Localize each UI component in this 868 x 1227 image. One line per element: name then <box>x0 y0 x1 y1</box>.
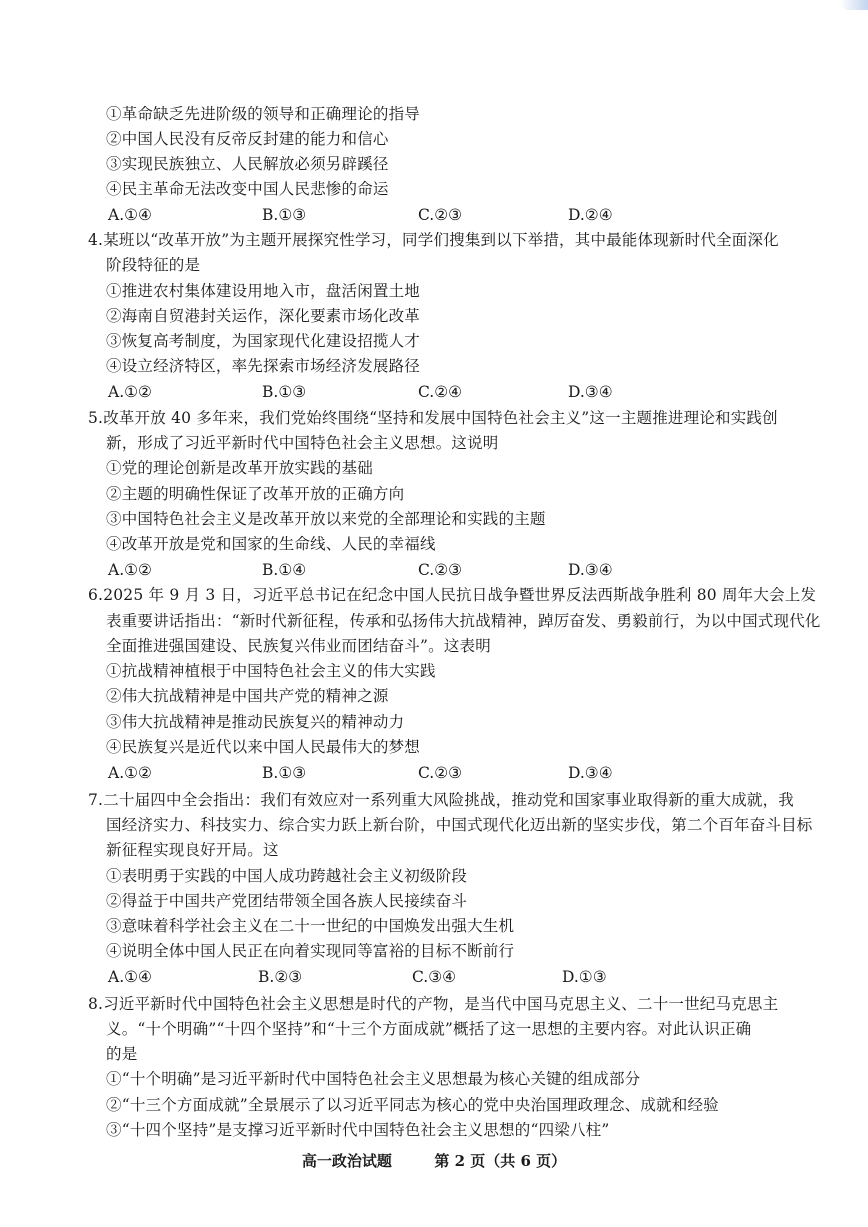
q8-stem-line-2: 义。“十个明确”“十四个坚持”和“十三个方面成就”概括了这一思想的主要内容。对此认识正确 <box>106 1020 752 1038</box>
q6-stem-line-1: 6.2025 年 9 月 3 日，习近平总书记在纪念中国人民抗日战争暨世界反法西斯战争胜利 80 周年大会上发 <box>88 586 817 604</box>
q5-stem-line-1: 5.改革开放 40 多年来，我们党始终围绕“坚持和发展中国特色社会主义”这一主题推进理论和实践创 <box>88 409 778 427</box>
q5-stem-line-2: 新，形成了习近平新时代中国特色社会主义思想。这说明 <box>106 434 499 452</box>
q7-option-c: C.③④ <box>412 968 457 986</box>
q7-item-3: ③意味着科学社会主义在二十一世纪的中国焕发出强大生机 <box>106 917 515 935</box>
q7-item-4: ④说明全体中国人民正在向着实现同等富裕的目标不断前行 <box>106 942 515 960</box>
q3-option-d: D.②④ <box>568 206 613 224</box>
q8-stem-line-3: 的是 <box>106 1045 138 1063</box>
q3-item-2: ②中国人民没有反帝反封建的能力和信心 <box>106 130 389 148</box>
q7-option-d: D.①③ <box>562 968 607 986</box>
q6-option-b: B.①③ <box>262 764 307 782</box>
q4-item-3: ③恢复高考制度，为国家现代化建设招揽人才 <box>106 332 421 350</box>
q5-item-2: ②主题的明确性保证了改革开放的正确方向 <box>106 485 405 503</box>
q7-item-1: ①表明勇于实践的中国人成功跨越社会主义初级阶段 <box>106 867 468 885</box>
q4-option-d: D.③④ <box>568 383 613 401</box>
q3-option-a: A.①④ <box>108 206 152 224</box>
q6-item-3: ③伟大抗战精神是推动民族复兴的精神动力 <box>106 713 405 731</box>
q8-stem-line-1: 8.习近平新时代中国特色社会主义思想是时代的产物，是当代中国马克思主义、二十一世纪马克思主 <box>88 995 779 1013</box>
q7-stem-line-3: 新征程实现良好开局。这 <box>106 841 279 859</box>
q5-item-4: ④改革开放是党和国家的生命线、人民的幸福线 <box>106 535 436 553</box>
q4-item-4: ④设立经济特区，率先探索市场经济发展路径 <box>106 357 421 375</box>
q4-item-1: ①推进农村集体建设用地入市，盘活闲置土地 <box>106 282 421 300</box>
footer-subject: 高一政治试题 <box>301 1152 392 1170</box>
q8-item-2: ②“十三个方面成就”全景展示了以习近平同志为核心的党中央治国理政理念、成就和经验 <box>106 1096 719 1114</box>
q6-item-1: ①抗战精神植根于中国特色社会主义的伟大实践 <box>106 662 436 680</box>
q4-option-c: C.②④ <box>418 383 463 401</box>
q7-stem-line-2: 国经济实力、科技实力、综合实力跃上新台阶，中国式现代化迈出新的坚实步伐，第二个百年奋斗目标 <box>106 816 813 834</box>
q3-option-c: C.②③ <box>418 206 463 224</box>
q7-option-a: A.①④ <box>108 968 152 986</box>
q6-option-a: A.①② <box>108 764 152 782</box>
q5-option-b: B.①④ <box>262 561 307 579</box>
q7-item-2: ②得益于中国共产党团结带领全国各族人民接续奋斗 <box>106 892 468 910</box>
q6-option-d: D.③④ <box>568 764 613 782</box>
q4-item-2: ②海南自贸港封关运作，深化要素市场化改革 <box>106 307 421 325</box>
q8-item-1: ①“十个明确”是习近平新时代中国特色社会主义思想最为核心关键的组成部分 <box>106 1070 641 1088</box>
q6-option-c: C.②③ <box>418 764 463 782</box>
q4-stem-line-1: 4.某班以“改革开放”为主题开展探究性学习，同学们搜集到以下举措，其中最能体现新时代全面深化 <box>88 231 779 249</box>
q4-stem-line-2: 阶段特征的是 <box>106 256 201 274</box>
q4-option-b: B.①③ <box>262 383 307 401</box>
q4-option-a: A.①② <box>108 383 152 401</box>
q5-option-c: C.②③ <box>418 561 463 579</box>
q6-item-4: ④民族复兴是近代以来中国人民最伟大的梦想 <box>106 738 421 756</box>
q5-item-3: ③中国特色社会主义是改革开放以来党的全部理论和实践的主题 <box>106 510 546 528</box>
q6-item-2: ②伟大抗战精神是中国共产党的精神之源 <box>106 687 389 705</box>
scan-edge-mark <box>840 0 868 10</box>
q6-stem-line-2: 表重要讲话指出：“新时代新征程，传承和弘扬伟大抗战精神，踔厉奋发、勇毅前行，为以中国式现代化 <box>106 612 821 630</box>
page-footer <box>0 1150 868 1171</box>
footer-page-number: 第 2 页（共 6 页） <box>434 1152 567 1170</box>
q7-stem-line-1: 7.二十届四中全会指出：我们有效应对一系列重大风险挑战，推动党和国家事业取得新的重大成就，我 <box>88 791 794 809</box>
q8-item-3: ③“十四个坚持”是支撑习近平新时代中国特色社会主义思想的“四梁八柱” <box>106 1121 610 1139</box>
q5-item-1: ①党的理论创新是改革开放实践的基础 <box>106 459 373 477</box>
q3-item-1: ①革命缺乏先进阶级的领导和正确理论的指导 <box>106 105 421 123</box>
q5-option-d: D.③④ <box>568 561 613 579</box>
q3-item-4: ④民主革命无法改变中国人民悲惨的命运 <box>106 180 389 198</box>
q5-option-a: A.①② <box>108 561 152 579</box>
q7-option-b: B.②③ <box>258 968 303 986</box>
q3-option-b: B.①③ <box>262 206 307 224</box>
q6-stem-line-3: 全面推进强国建设、民族复兴伟业而团结奋斗”。这表明 <box>106 637 491 655</box>
q3-item-3: ③实现民族独立、人民解放必须另辟蹊径 <box>106 155 389 173</box>
